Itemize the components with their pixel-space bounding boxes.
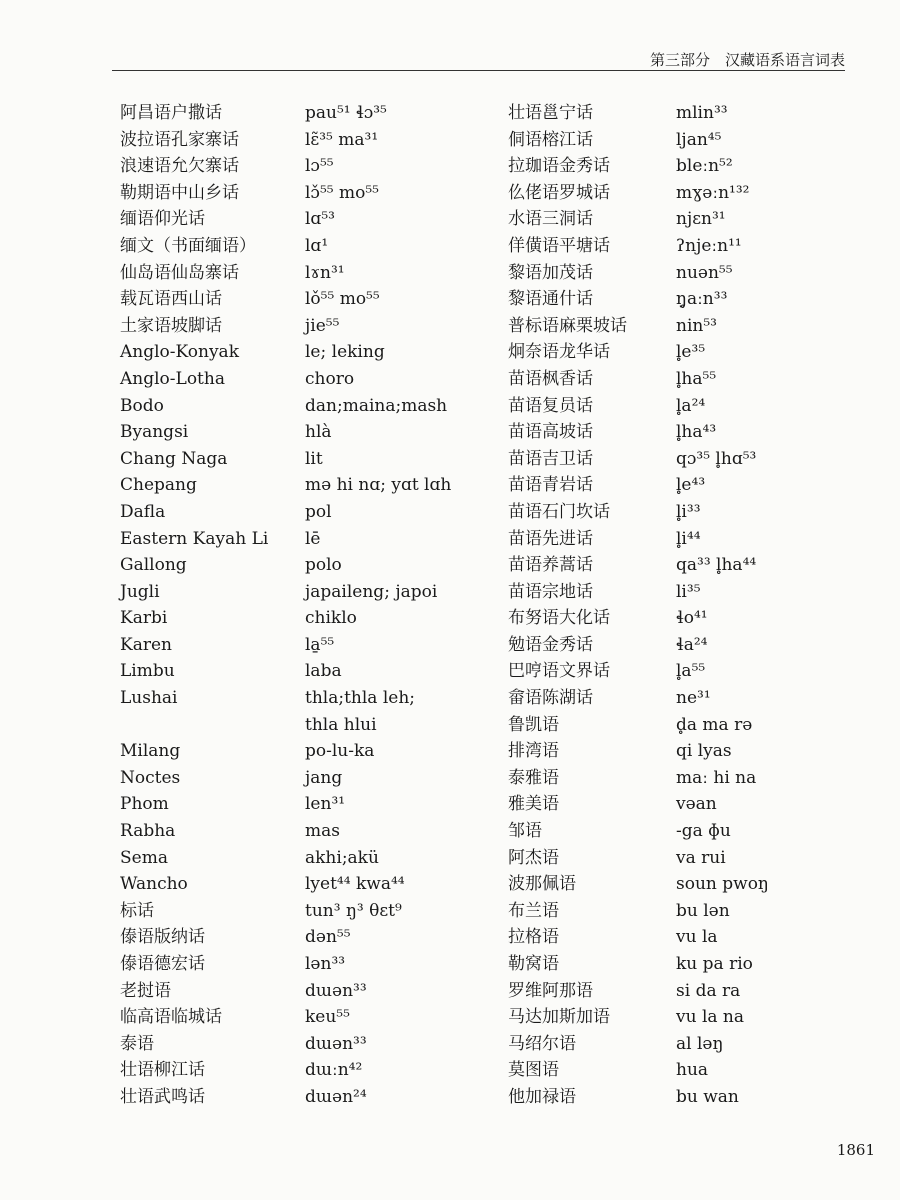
word-entry xyxy=(120,765,451,792)
word-entry xyxy=(508,153,769,180)
word-entry xyxy=(508,419,769,446)
language-name: Milang xyxy=(120,741,181,762)
language-name: 波拉语孔家寨话 xyxy=(120,129,239,150)
word-entry xyxy=(120,924,451,951)
language-name: 仙岛语仙岛寨话 xyxy=(120,262,239,283)
word-form: l̥ha⁴³ xyxy=(676,422,717,443)
word-entry xyxy=(508,446,769,473)
word-form: d̥a ma rə xyxy=(676,714,753,735)
language-name: 壮语柳江话 xyxy=(120,1060,205,1081)
word-form: thla hlui xyxy=(305,714,377,735)
language-name: 苗语青岩话 xyxy=(508,475,593,496)
language-name: 莫图语 xyxy=(508,1060,559,1081)
word-form: ɬo⁴¹ xyxy=(676,608,708,629)
word-entry xyxy=(120,552,451,579)
word-entry xyxy=(508,233,769,260)
word-entry xyxy=(508,206,769,233)
language-name: Noctes xyxy=(120,767,181,788)
word-form: lɑ⁵³ xyxy=(305,209,335,230)
word-entry xyxy=(508,712,769,739)
language-name: Gallong xyxy=(120,555,187,576)
word-entry xyxy=(120,1031,451,1058)
word-entry xyxy=(508,286,769,313)
word-entry xyxy=(508,924,769,951)
language-name: Wancho xyxy=(120,874,188,895)
word-entry xyxy=(120,100,451,127)
word-entry xyxy=(120,233,451,260)
word-form: ljan⁴⁵ xyxy=(676,129,722,150)
word-form: lit xyxy=(305,448,323,469)
word-form: l̥i⁴⁴ xyxy=(676,528,701,549)
word-form: pau⁵¹ ɬɔ³⁵ xyxy=(305,103,387,123)
word-form: jie⁵⁵ xyxy=(305,315,340,336)
word-form: njɛn³¹ xyxy=(676,209,726,230)
word-form: jang xyxy=(305,767,343,788)
language-name: 他加禄语 xyxy=(508,1086,576,1107)
word-entry xyxy=(120,845,451,872)
word-form: bleːn⁵² xyxy=(676,156,733,177)
language-name: 布兰语 xyxy=(508,900,559,921)
language-name: Chang Naga xyxy=(120,448,228,469)
language-name: 傣语版纳话 xyxy=(120,927,205,948)
word-form: hlà xyxy=(305,422,332,443)
language-name: 浪速语允欠寨话 xyxy=(120,156,239,177)
word-form: dɯːn⁴² xyxy=(305,1060,363,1081)
word-form: ŋ̥aːn³³ xyxy=(676,289,728,310)
word-entry xyxy=(120,1004,451,1031)
word-entry xyxy=(508,127,769,154)
word-entry xyxy=(120,180,451,207)
word-form: ku pa rio xyxy=(676,954,753,974)
language-name: Anglo-Lotha xyxy=(120,368,225,389)
language-name: 泰语 xyxy=(120,1033,154,1054)
word-form: bu wan xyxy=(676,1086,739,1107)
word-form: nuən⁵⁵ xyxy=(676,262,733,283)
language-name: 阿杰语 xyxy=(508,847,559,868)
language-name: Karbi xyxy=(120,608,168,629)
word-entry xyxy=(508,818,769,845)
word-entry xyxy=(508,313,769,340)
word-form: -ga ɸu xyxy=(676,821,731,842)
word-form: polo xyxy=(305,555,342,576)
word-form: le; leking xyxy=(305,342,385,363)
word-form: japaileng; japoi xyxy=(305,581,438,602)
word-form: mas xyxy=(305,821,340,842)
language-name: 巴哼语文界话 xyxy=(508,661,610,682)
language-name: 苗语复员话 xyxy=(508,395,593,416)
word-form: lɔ̌⁵⁵ mo⁵⁵ xyxy=(305,182,379,203)
word-form: vu la na xyxy=(676,1007,745,1028)
word-form: mə hi nɑ; yɑt lɑh xyxy=(305,475,452,496)
language-name: Karen xyxy=(120,634,172,655)
language-name: Limbu xyxy=(120,661,175,682)
language-name: Lushai xyxy=(120,688,178,709)
word-entry xyxy=(508,898,769,925)
language-name: 仫佬语罗城话 xyxy=(508,182,610,203)
word-entry xyxy=(508,1084,769,1111)
language-name: 缅语仰光话 xyxy=(120,209,205,230)
language-name: 苗语养蒿话 xyxy=(508,555,593,576)
word-form: lǒ⁵⁵ mo⁵⁵ xyxy=(305,289,380,310)
word-entry xyxy=(120,1057,451,1084)
word-form: pol xyxy=(305,501,332,522)
header-rule xyxy=(112,70,845,71)
word-form: po-lu-ka xyxy=(305,741,375,762)
language-name: 壮语武鸣话 xyxy=(120,1086,205,1107)
language-name: 邹语 xyxy=(508,821,542,842)
language-name: Eastern Kayah Li xyxy=(120,528,269,549)
language-name: 拉格语 xyxy=(508,927,559,948)
language-name: 马达加斯加语 xyxy=(508,1007,610,1028)
language-name: Sema xyxy=(120,847,168,868)
language-name: 侗语榕江话 xyxy=(508,129,593,150)
word-entry xyxy=(120,206,451,233)
word-entry xyxy=(508,180,769,207)
word-entry xyxy=(120,605,451,632)
word-entry xyxy=(508,845,769,872)
language-name: 土家语坡脚话 xyxy=(120,315,222,336)
language-name: 畲语陈湖话 xyxy=(508,688,593,709)
word-entry xyxy=(120,419,451,446)
word-entry xyxy=(120,472,451,499)
word-form: lɤn³¹ xyxy=(305,262,345,283)
word-entry xyxy=(508,871,769,898)
word-form: dan;maina;mash xyxy=(305,395,448,416)
word-form: tun³ ŋ³ θɛt⁹ xyxy=(305,900,402,921)
language-name: 勒窝语 xyxy=(508,954,559,974)
language-name: 黎语通什话 xyxy=(508,289,593,310)
language-name: 布努语大化话 xyxy=(508,608,610,629)
word-entry xyxy=(508,605,769,632)
left-column xyxy=(120,100,451,1111)
word-form: mlin³³ xyxy=(676,103,728,123)
word-form: si da ra xyxy=(676,980,741,1001)
language-name: Rabha xyxy=(120,821,176,842)
word-entry xyxy=(508,738,769,765)
word-form: l̥e³⁵ xyxy=(676,342,706,363)
word-entry xyxy=(120,1084,451,1111)
word-entry xyxy=(120,393,451,420)
word-entry xyxy=(120,127,451,154)
word-form: lyet⁴⁴ kwa⁴⁴ xyxy=(305,874,405,895)
language-name: 罗维阿那语 xyxy=(508,980,593,1001)
language-name: 阿昌语户撒话 xyxy=(120,103,222,123)
language-name: 黎语加茂话 xyxy=(508,262,593,283)
language-name: 苗语先进话 xyxy=(508,528,593,549)
word-form: l̥a²⁴ xyxy=(676,395,706,416)
word-form: dɯən³³ xyxy=(305,980,367,1001)
word-form: lɑ¹ xyxy=(305,235,329,256)
word-form: al ləŋ xyxy=(676,1033,724,1054)
word-form: hua xyxy=(676,1060,709,1081)
word-entry xyxy=(508,1031,769,1058)
word-entry xyxy=(120,898,451,925)
word-entry xyxy=(508,526,769,553)
word-form: va rui xyxy=(676,847,726,868)
word-form: akhi;akü xyxy=(305,847,379,868)
language-name: 雅美语 xyxy=(508,794,559,815)
language-name: Dafla xyxy=(120,501,166,522)
word-form: vəan xyxy=(676,794,717,815)
language-name: 佯僙语平塘话 xyxy=(508,235,610,256)
word-form: ɬa²⁴ xyxy=(676,634,708,655)
word-form: vu la xyxy=(676,927,718,948)
word-entry xyxy=(120,738,451,765)
language-name: 缅文（书面缅语） xyxy=(120,235,256,256)
word-form: ne³¹ xyxy=(676,688,711,709)
word-form: ʔnjeːn¹¹ xyxy=(676,235,742,256)
word-entry xyxy=(508,632,769,659)
language-name: 苗语吉卫话 xyxy=(508,448,593,469)
language-name: 波那佩语 xyxy=(508,874,576,895)
word-entry xyxy=(120,366,451,393)
word-form: lən³³ xyxy=(305,954,346,974)
language-name: 壮语邕宁话 xyxy=(508,103,593,123)
word-entry xyxy=(120,712,451,739)
language-name: 勒期语中山乡话 xyxy=(120,182,239,203)
page-number: 1861 xyxy=(836,1141,875,1159)
language-name: 排湾语 xyxy=(508,741,559,762)
word-entry xyxy=(120,791,451,818)
language-name: 苗语石门坎话 xyxy=(508,501,610,522)
word-form: len³¹ xyxy=(305,794,346,815)
word-entry xyxy=(508,499,769,526)
language-name: 马绍尔语 xyxy=(508,1033,576,1054)
word-entry xyxy=(508,552,769,579)
word-form: chiklo xyxy=(305,608,357,629)
word-form: lɛ̃³⁵ ma³¹ xyxy=(305,129,379,150)
language-name: 载瓦语西山话 xyxy=(120,289,222,310)
word-form: l̥a⁵⁵ xyxy=(676,661,706,682)
word-entry xyxy=(508,1004,769,1031)
language-name: 泰雅语 xyxy=(508,767,559,788)
word-form: keu⁵⁵ xyxy=(305,1007,350,1028)
word-form: dɯən²⁴ xyxy=(305,1086,367,1107)
language-name: 老挝语 xyxy=(120,980,171,1001)
word-entry xyxy=(508,393,769,420)
word-entry xyxy=(508,951,769,978)
language-name: 炯奈语龙华话 xyxy=(508,342,610,363)
word-entry xyxy=(508,339,769,366)
word-form: la̱⁵⁵ xyxy=(305,634,335,655)
word-form: l̥e⁴³ xyxy=(676,475,706,496)
word-entry xyxy=(508,791,769,818)
word-entry xyxy=(120,658,451,685)
language-name: 水语三洞话 xyxy=(508,209,593,230)
language-name: 临高语临城话 xyxy=(120,1007,222,1028)
word-form: maː hi na xyxy=(676,767,757,788)
language-name: Bodo xyxy=(120,395,164,416)
word-form: choro xyxy=(305,368,355,389)
word-form: l̥i³³ xyxy=(676,501,701,522)
word-form: l̥ha⁵⁵ xyxy=(676,368,717,389)
language-name: 傣语德宏话 xyxy=(120,954,205,974)
language-name: Jugli xyxy=(120,581,160,602)
word-entry xyxy=(120,579,451,606)
language-name: Chepang xyxy=(120,475,197,496)
word-entry xyxy=(120,313,451,340)
word-entry xyxy=(120,339,451,366)
language-name: 苗语宗地话 xyxy=(508,581,593,602)
running-header: 第三部分 汉藏语系语言词表 xyxy=(649,51,845,69)
word-entry xyxy=(508,978,769,1005)
language-name xyxy=(120,712,305,739)
word-entry xyxy=(508,366,769,393)
word-form: bu lən xyxy=(676,900,730,921)
word-entry xyxy=(508,472,769,499)
word-entry xyxy=(120,499,451,526)
word-entry xyxy=(508,658,769,685)
language-name: 苗语高坡话 xyxy=(508,422,593,443)
word-form: lɔ⁵⁵ xyxy=(305,156,334,177)
word-entry xyxy=(120,446,451,473)
word-entry xyxy=(508,1057,769,1084)
language-name: Phom xyxy=(120,794,169,815)
word-form: thla;thla leh; xyxy=(305,688,416,709)
word-entry xyxy=(120,871,451,898)
word-entry xyxy=(508,100,769,127)
word-entry xyxy=(120,153,451,180)
word-entry xyxy=(120,286,451,313)
language-name: 标话 xyxy=(120,900,154,921)
word-entry xyxy=(120,685,451,712)
word-entry xyxy=(120,260,451,287)
language-name: 鲁凯语 xyxy=(508,714,559,735)
word-form: soun pwoŋ xyxy=(676,874,769,895)
word-form: nin⁵³ xyxy=(676,315,717,336)
word-form: laba xyxy=(305,661,342,682)
word-entry xyxy=(120,526,451,553)
word-form: mɣəːn¹³² xyxy=(676,182,750,203)
word-entry xyxy=(508,685,769,712)
language-name: 苗语枫香话 xyxy=(508,368,593,389)
language-name: Byangsi xyxy=(120,422,189,443)
word-form: lē xyxy=(305,528,321,549)
word-form: qi lyas xyxy=(676,741,732,762)
word-entry xyxy=(508,765,769,792)
right-column xyxy=(508,100,769,1111)
word-entry xyxy=(120,978,451,1005)
word-entry xyxy=(120,951,451,978)
word-form: li³⁵ xyxy=(676,581,701,602)
word-entry xyxy=(508,579,769,606)
word-form: qa³³ l̥ha⁴⁴ xyxy=(676,555,757,576)
word-form: dən⁵⁵ xyxy=(305,927,351,948)
language-name: 勉语金秀话 xyxy=(508,634,593,655)
word-entry xyxy=(120,818,451,845)
word-form: qɔ³⁵ l̥hɑ⁵³ xyxy=(676,448,757,469)
language-name: 普标语麻栗坡话 xyxy=(508,315,627,336)
language-name: 拉珈语金秀话 xyxy=(508,156,610,177)
word-form: dɯən³³ xyxy=(305,1033,367,1054)
word-entry xyxy=(508,260,769,287)
language-name: Anglo-Konyak xyxy=(120,342,239,363)
word-entry xyxy=(120,632,451,659)
